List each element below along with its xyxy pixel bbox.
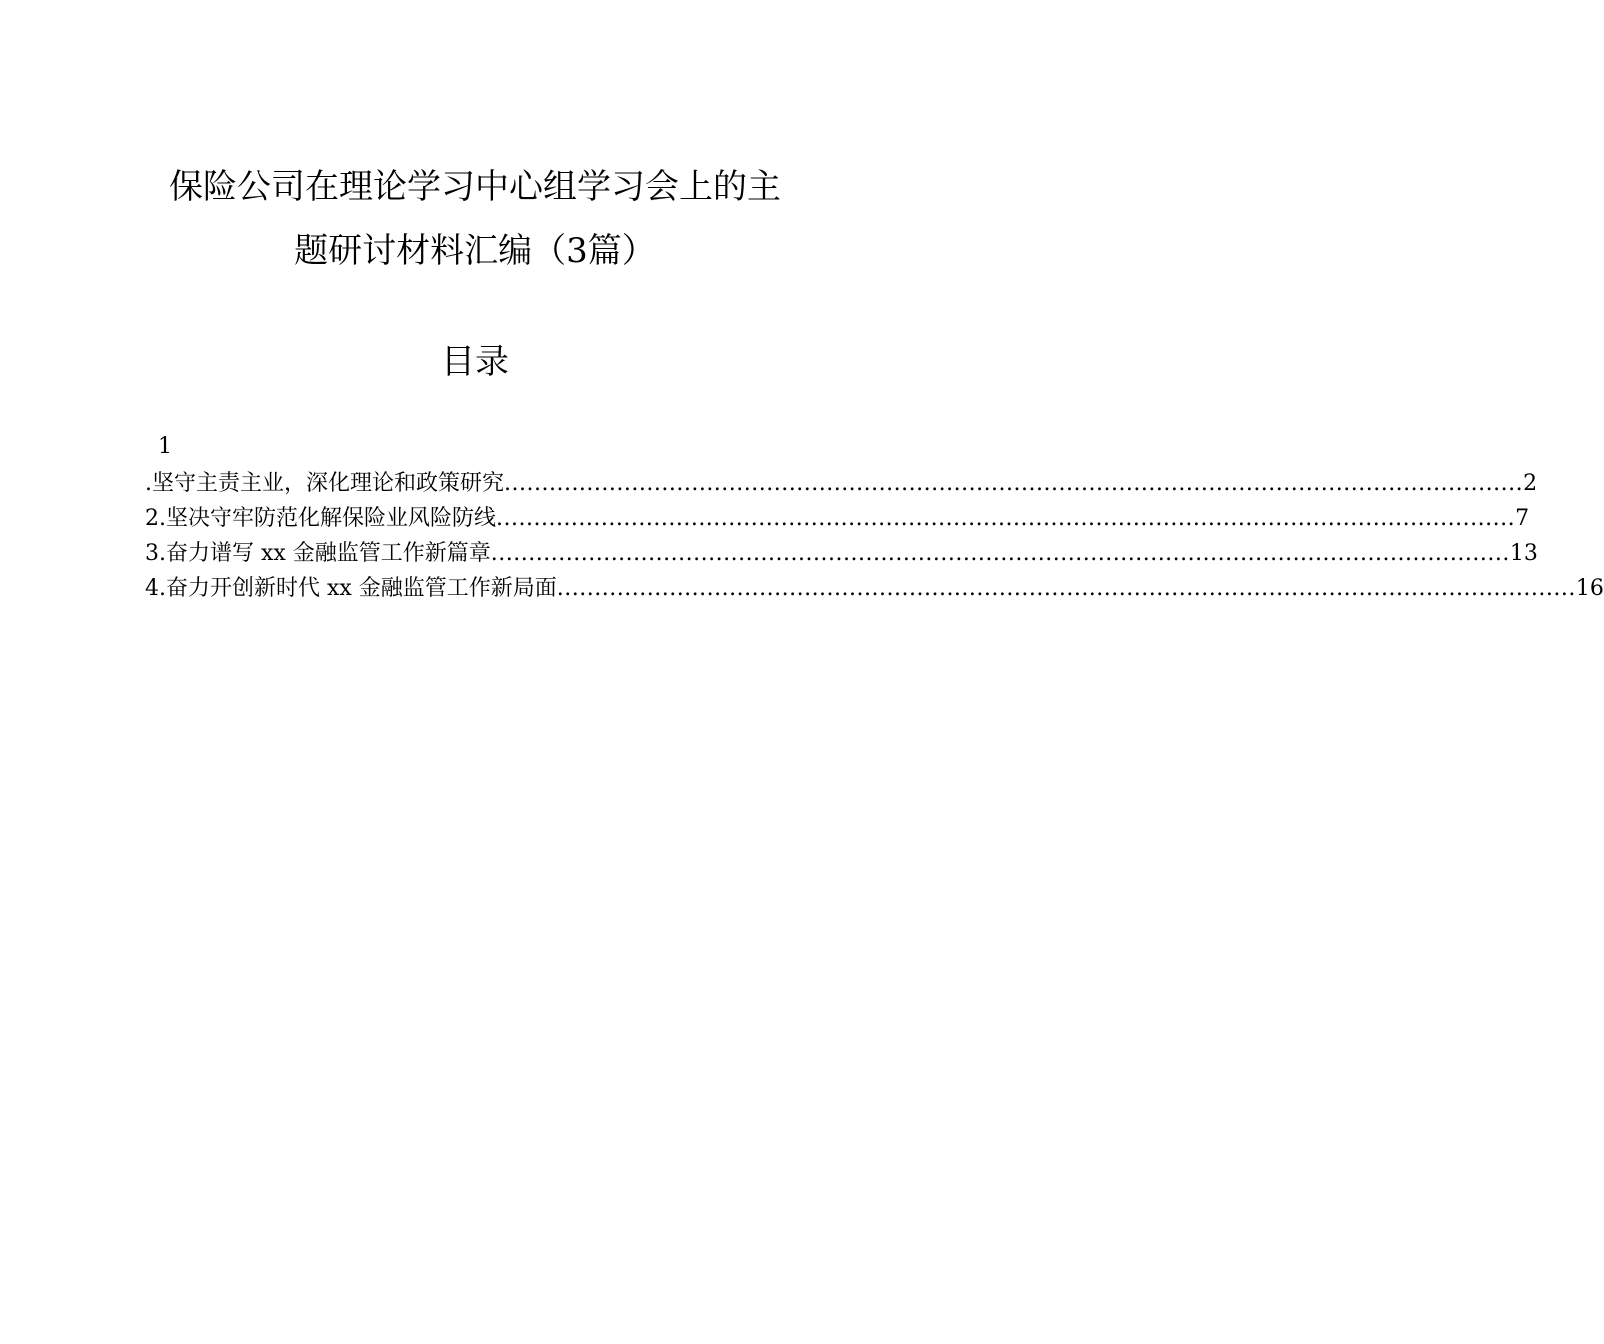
toc-entry-label: .坚守主责主业，深化理论和政策研究	[145, 471, 504, 496]
toc-entry-1[interactable]	[145, 466, 1538, 501]
toc-entry-3[interactable]	[145, 536, 1538, 571]
toc-dot-leader: ........................................................................................................................................	[504, 471, 1524, 496]
toc-entry-label: 4.奋力开创新时代 xx 金融监管工作新局面	[145, 576, 557, 601]
table-of-contents	[145, 466, 1604, 606]
toc-entry-label: 2.坚决守牢防范化解保险业风险防线	[145, 506, 496, 531]
toc-dot-leader: ........................................................................................................................................	[490, 541, 1510, 566]
document-title	[145, 155, 805, 283]
toc-entry-2[interactable]	[145, 501, 1530, 536]
document-title-line-1: 保险公司在理论学习中心组学习会上的主	[169, 167, 781, 207]
toc-entry-page: 7	[1515, 506, 1530, 531]
toc-dot-leader: ........................................................................................................................................	[556, 576, 1576, 601]
toc-entry-page: 2	[1523, 471, 1538, 496]
toc-entry-label: 3.奋力谱写 xx 金融监管工作新篇章	[145, 541, 491, 566]
toc-entry-page: 13	[1509, 541, 1538, 566]
toc-dot-leader: ........................................................................................................................................	[496, 506, 1516, 531]
toc-heading: 目录	[441, 342, 509, 382]
document-title-line-2: 题研讨材料汇编（3篇）	[294, 231, 656, 271]
toc-stray-number: 1	[158, 434, 172, 459]
toc-entry-page: 16	[1575, 576, 1604, 601]
toc-entry-4[interactable]	[145, 571, 1604, 606]
